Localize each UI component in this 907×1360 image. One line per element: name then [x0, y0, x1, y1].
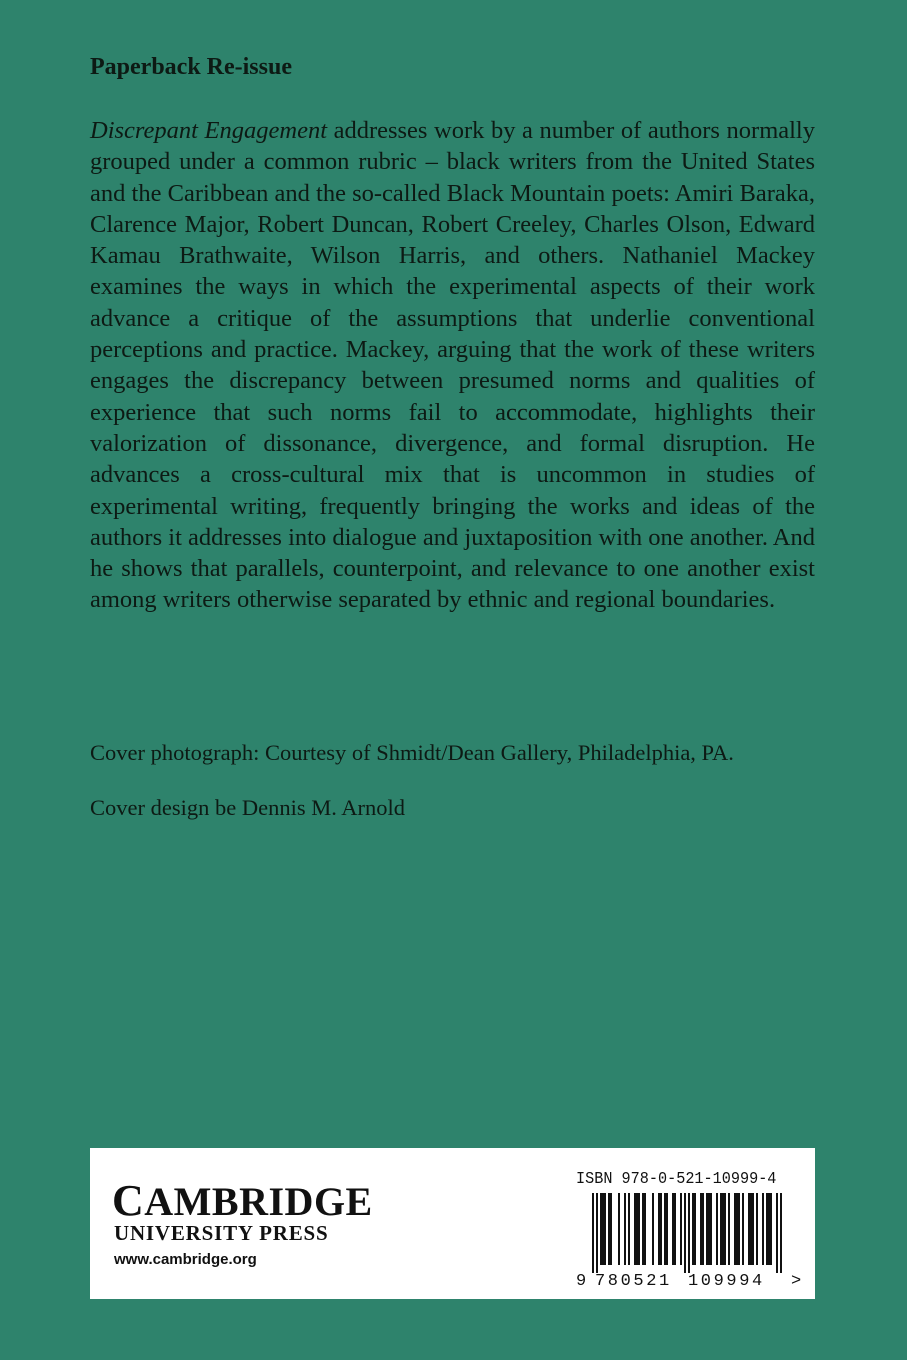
barcode-bar — [750, 1193, 752, 1265]
barcode-bar — [766, 1193, 768, 1265]
barcode-right-group: 109994 — [688, 1272, 765, 1291]
barcode-bar — [770, 1193, 772, 1265]
barcode-bar — [742, 1193, 744, 1265]
heading-paperback-reissue: Paperback Re-issue — [90, 54, 292, 80]
barcode-digits — [576, 1272, 804, 1292]
barcode-guard-bar — [776, 1193, 778, 1273]
barcode-bar — [604, 1193, 606, 1265]
barcode-bar — [716, 1193, 718, 1265]
barcode-bar — [756, 1193, 758, 1265]
barcode-bar — [722, 1193, 724, 1265]
barcode-bar — [652, 1193, 654, 1265]
barcode-bar — [600, 1193, 602, 1265]
barcode-bar — [634, 1193, 636, 1265]
isbn-barcode — [576, 1193, 804, 1275]
barcode-lead-digit: 9 — [576, 1272, 587, 1291]
barcode-bar — [644, 1193, 646, 1265]
barcode-bar — [664, 1193, 666, 1265]
publisher-subtitle: UNIVERSITY PRESS — [114, 1221, 329, 1245]
barcode-bar — [674, 1193, 676, 1265]
barcode-bar — [658, 1193, 660, 1265]
barcode-bar — [638, 1193, 640, 1265]
barcode-bar — [748, 1193, 750, 1265]
barcode-bar — [628, 1193, 630, 1265]
publisher-logo — [112, 1176, 373, 1268]
barcode-bar — [720, 1193, 722, 1265]
barcode-bar — [610, 1193, 612, 1265]
barcode-bar — [708, 1193, 710, 1265]
barcode-bar — [602, 1193, 604, 1265]
barcode-bar — [702, 1193, 704, 1265]
barcode-bar — [762, 1193, 764, 1265]
barcode-bar — [608, 1193, 610, 1265]
barcode-bar — [666, 1193, 668, 1265]
barcode-bar — [736, 1193, 738, 1265]
barcode-bar — [618, 1193, 620, 1265]
barcode-marker: > — [791, 1272, 802, 1291]
publisher-url: www.cambridge.org — [114, 1251, 257, 1268]
barcode-bar — [694, 1193, 696, 1265]
barcode-guard-bar — [688, 1193, 690, 1273]
blurb-paragraph — [90, 115, 815, 616]
barcode-bar — [706, 1193, 708, 1265]
barcode-bar — [624, 1193, 626, 1265]
cover-design-credit: Cover design be Dennis M. Arnold — [90, 795, 405, 820]
barcode-bar — [660, 1193, 662, 1265]
isbn-label: ISBN 978-0-521-10999-4 — [576, 1169, 777, 1188]
publisher-barcode-panel — [90, 1148, 815, 1299]
publisher-name: CAMBRIDGE — [112, 1176, 373, 1225]
barcode-bar — [752, 1193, 754, 1265]
cover-photo-credit: Cover photograph: Courtesy of Shmidt/Dean Gallery, Philadelphia, PA. — [90, 740, 734, 765]
book-title: Discrepant Engagement — [90, 117, 327, 144]
blurb-text: addresses work by a number of authors normally grouped under a common rubric – black writers from the United States and the Caribbean and the so-called Black Mountain poets: Amiri Baraka, Clarence Major, Robert Duncan, Robert Creeley, Charles Olson, Edward Kamau Brathwaite, Wilson Harris, and others. Nathaniel Mackey examines the ways in which the experimental aspects of their work advance a critique of the assumptions that underlie conventional perceptions and practice. Mackey, arguing that the work of these writers engages the discrepancy between presumed norms and qualities of experience that such norms fail to accommodate, highlights their valorization of dissonance, divergence, and formal disruption. He advances a cross-cultural mix that is uncommon in studies of experimental writing, frequently bringing the works and ideas of the authors it addresses into dialogue and juxtaposition with one another. And he shows that parallels, counterpoint, and relevance to one another exist among writers otherwise separated by ethnic and regional boundaries. — [90, 117, 815, 614]
barcode-bar — [724, 1193, 726, 1265]
barcode-bar — [738, 1193, 740, 1265]
barcode-guard-bar — [592, 1193, 594, 1273]
barcode-bar — [672, 1193, 674, 1265]
barcode-bar — [710, 1193, 712, 1265]
barcode-bar — [768, 1193, 770, 1265]
barcode-guard-bar — [780, 1193, 782, 1273]
barcode-guard-bar — [684, 1193, 686, 1273]
barcode-bar — [636, 1193, 638, 1265]
barcode-left-group: 780521 — [595, 1272, 672, 1291]
barcode-guard-bar — [596, 1193, 598, 1273]
barcode-bar — [728, 1193, 730, 1265]
barcode-bar — [700, 1193, 702, 1265]
barcode-bar — [642, 1193, 644, 1265]
barcode-bar — [734, 1193, 736, 1265]
barcode-bar — [692, 1193, 694, 1265]
barcode-bar — [680, 1193, 682, 1265]
